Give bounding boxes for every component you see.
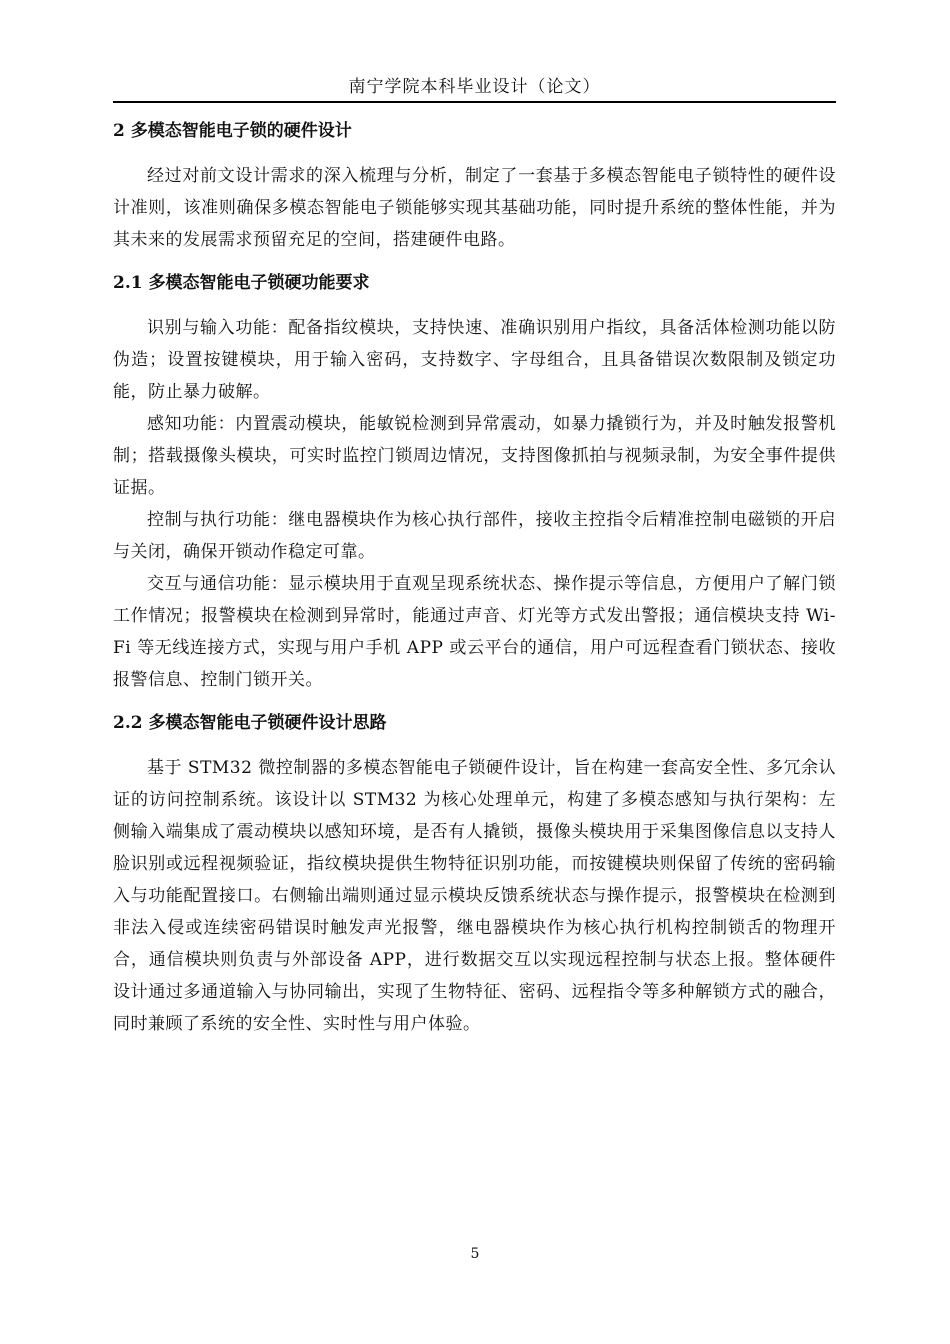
- section-2-heading: 2 多模态智能电子锁的硬件设计: [113, 121, 352, 141]
- section-2-1-heading: 2.1 多模态智能电子锁硬功能要求: [113, 273, 370, 293]
- section-2-2-heading: 2.2 多模态智能电子锁硬件设计思路: [113, 713, 387, 733]
- section-2-intro-paragraph: 经过对前文设计需求的深入梳理与分析，制定了一套基于多模态智能电子锁特性的硬件设计准则，该准则确保多模态智能电子锁能够实现其基础功能，同时提升系统的整体性能，并为其未来的发展需求预留充足的空间，搭建硬件电路。: [113, 166, 836, 250]
- page-header: 南宁学院本科毕业设计（论文）: [348, 77, 601, 97]
- page-body: [113, 116, 836, 1040]
- page-number: 5: [470, 1246, 480, 1262]
- control-execution-paragraph: 控制与执行功能：继电器模块作为核心执行部件，接收主控指令后精准控制电磁锁的开启与关闭，确保开锁动作稳定可靠。: [113, 510, 836, 562]
- sensing-paragraph: 感知功能：内置震动模块，能敏锐检测到异常震动，如暴力撬锁行为，并及时触发报警机制；搭载摄像头模块，可实时监控门锁周边情况，支持图像抓拍与视频录制，为安全事件提供证据。: [113, 414, 836, 498]
- interaction-communication-paragraph: 交互与通信功能：显示模块用于直观呈现系统状态、操作提示等信息，方便用户了解门锁工作情况；报警模块在检测到异常时，能通过声音、灯光等方式发出警报；通信模块支持 Wi-Fi 等无线连接方式，实现与用户手机 APP 或云平台的通信，用户可远程查看门锁状态、接收报警信息、控制门锁开关。: [113, 574, 836, 690]
- recognition-input-paragraph: 识别与输入功能：配备指纹模块，支持快速、准确识别用户指纹，具备活体检测功能以防伪造；设置按键模块，用于输入密码，支持数字、字母组合，且具备错误次数限制及锁定功能，防止暴力破解。: [113, 318, 836, 402]
- header-rule: [113, 101, 836, 103]
- design-approach-paragraph: 基于 STM32 微控制器的多模态智能电子锁硬件设计，旨在构建一套高安全性、多冗余认证的访问控制系统。该设计以 STM32 为核心处理单元，构建了多模态感知与执行架构：左侧输入端集成了震动模块以感知环境，是否有人撬锁，摄像头模块用于采集图像信息以支持人脸识别或远程视频验证，指纹模块提供生物特征识别功能，而按键模块则保留了传统的密码输入与功能配置接口。右侧输出端则通过显示模块反馈系统状态与操作提示，报警模块在检测到非法入侵或连续密码错误时触发声光报警，继电器模块作为核心执行机构控制锁舌的物理开合，通信模块则负责与外部设备 APP，进行数据交互以实现远程控制与状态上报。整体硬件设计通过多通道输入与协同输出，实现了生物特征、密码、远程指令等多种解锁方式的融合，同时兼顾了系统的安全性、实时性与用户体验。: [113, 758, 836, 1034]
